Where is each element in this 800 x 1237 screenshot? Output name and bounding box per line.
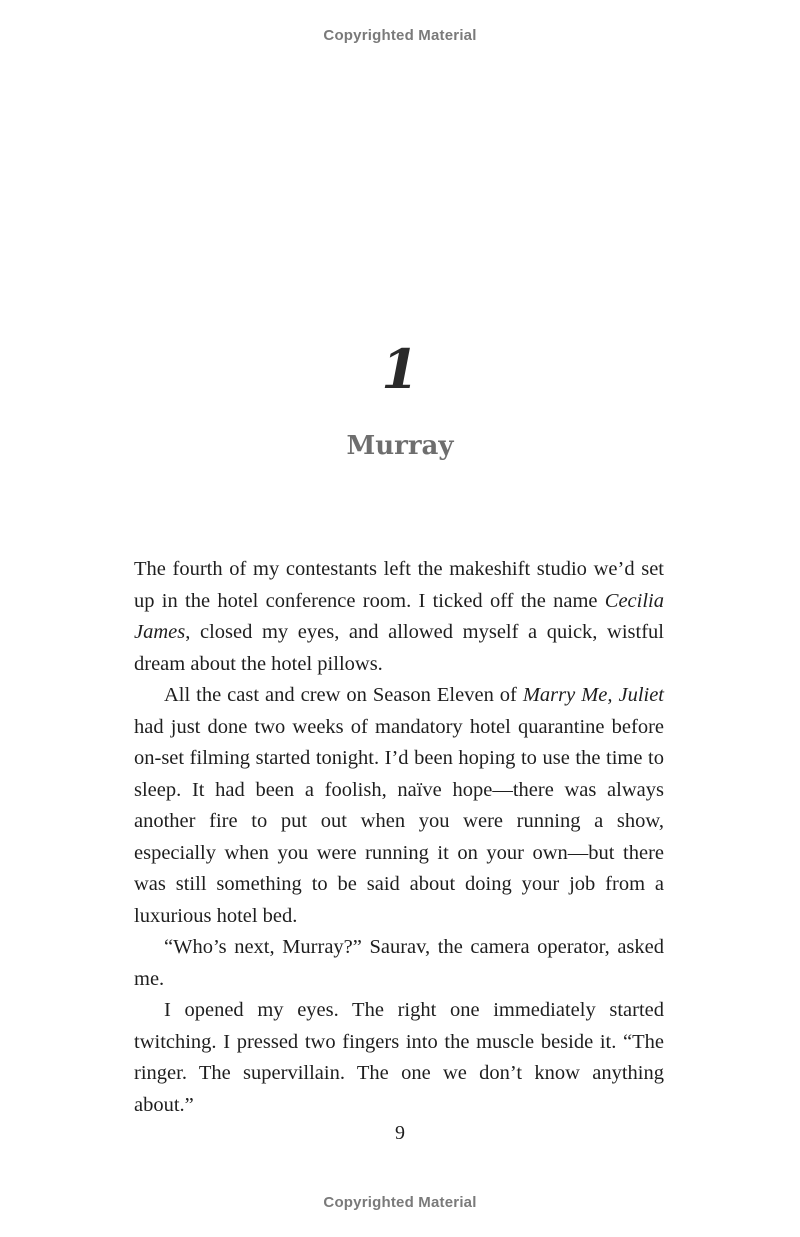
chapter-body	[134, 554, 664, 1121]
chapter-title: Murray	[346, 431, 454, 461]
copyright-footer: Copyrighted Material	[323, 1194, 477, 1211]
copyright-header: Copyrighted Material	[323, 27, 477, 44]
contestant-name: Cecilia James	[134, 589, 664, 643]
paragraph-3: “Who’s next, Murray?” Saurav, the camera operator, asked me.	[134, 936, 664, 990]
page-number: 9	[395, 1122, 405, 1144]
chapter-number: 1	[381, 337, 419, 401]
paragraph-2	[134, 680, 664, 932]
paragraph-2-text-a: All the cast and crew on Season Eleven of	[164, 684, 523, 706]
paragraph-1-text-c: , closed my eyes, and allowed myself a quick, wistful dream about the hotel pillows.	[134, 621, 664, 675]
show-title: Marry Me, Juliet	[522, 684, 665, 706]
paragraph-1	[134, 554, 664, 680]
paragraph-1-text-a: The fourth of my contestants left the makeshift studio we’d set up in the hotel conference room. I ticked off the name	[134, 558, 664, 612]
paragraph-2-text-c: had just done two weeks of mandatory hotel quarantine before on-set filming started tonight. I’d been hoping to use the time to sleep. It had been a foolish, naïve hope—there was always another fire to put out when you were running a show, especially when you were running it on your own—but there was still something to be said about doing your job from a luxurious hotel bed.	[134, 715, 664, 927]
paragraph-4: I opened my eyes. The right one immediately started twitching. I pressed two fingers into the muscle beside it. “The ringer. The supervillain. The one we don’t know anything about.”	[134, 999, 664, 1116]
